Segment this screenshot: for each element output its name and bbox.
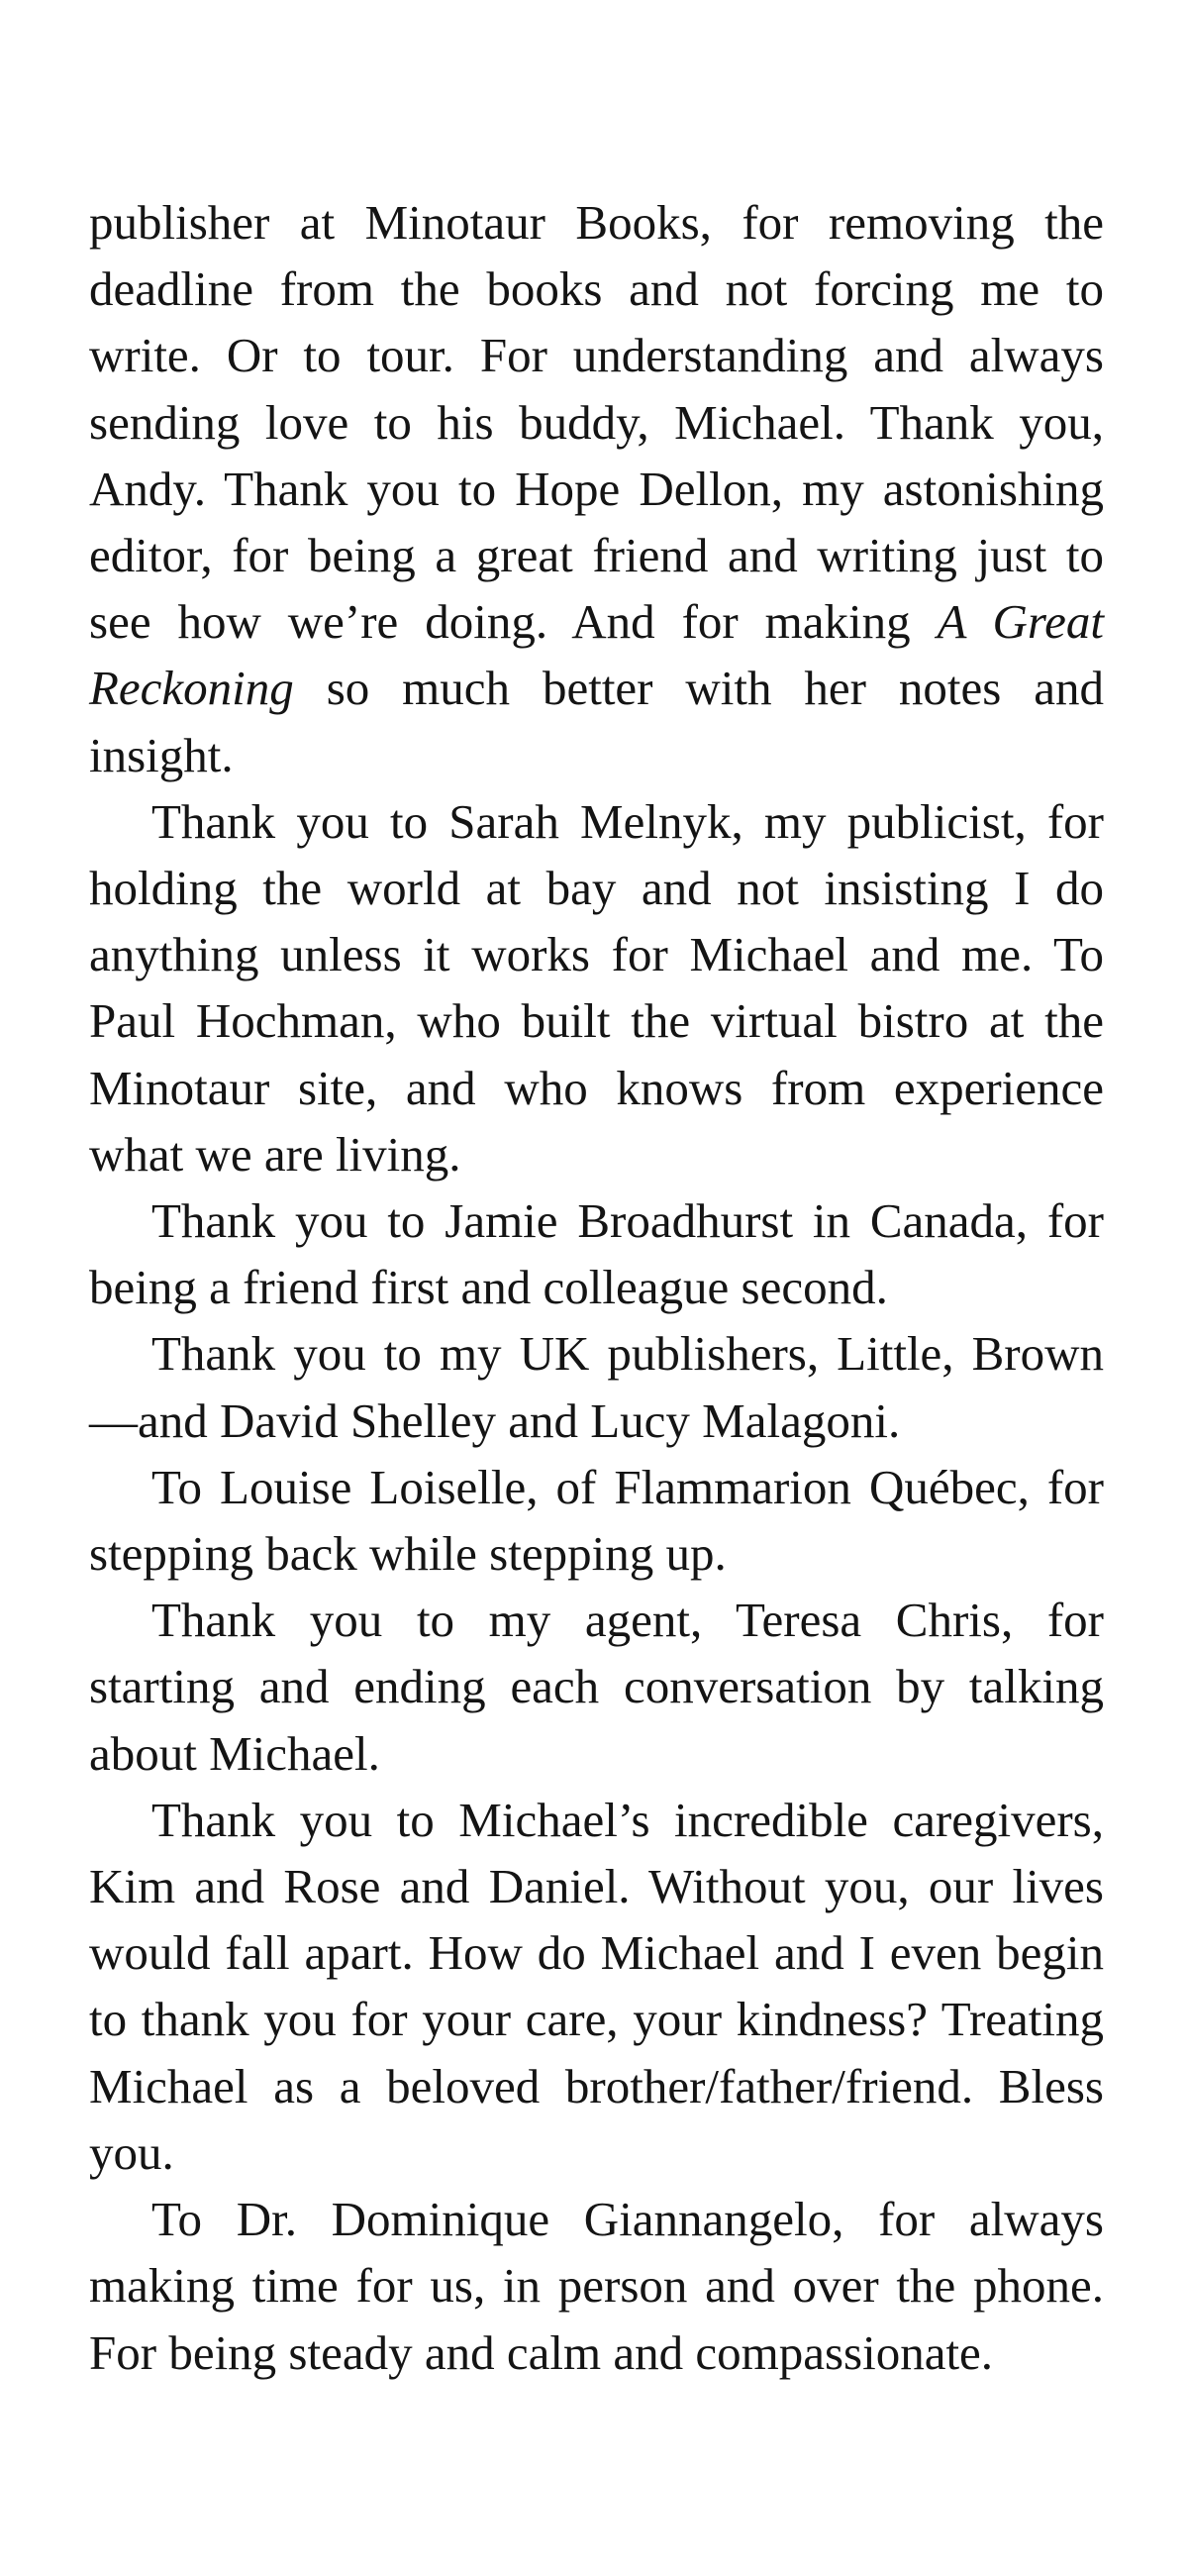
paragraph-text: Thank you to my agent, Teresa Chris, for starting and ending each conversation by talking about Michael. <box>89 1593 1104 1781</box>
paragraph-publisher-thanks <box>89 189 1104 788</box>
paragraph-text: Thank you to Sarah Melnyk, my publicist, for holding the world at bay and not insisting I do anything unless it works for Michael and me. To Paul Hochman, who built the virtual bistro at the Minotaur site, and who knows from experience what we are living. <box>89 793 1104 1182</box>
paragraph-doctor-thanks <box>89 2186 1104 2386</box>
paragraph-uk-publishers-thanks <box>89 1320 1104 1453</box>
book-text-column <box>89 189 1104 2386</box>
paragraph-canada-thanks <box>89 1187 1104 1320</box>
paragraph-text: so much better with her notes and insight. <box>89 661 1104 782</box>
paragraph-text: To Louise Loiselle, of Flammarion Québec, for stepping back while stepping up. <box>89 1459 1104 1582</box>
paragraph-text: Thank you to Michael’s incredible caregivers, Kim and Rose and Daniel. Without you, our lives would fall apart. How do Michael and I even begin to thank you for your care, your kindness? Treating Michael as a beloved brother/father/friend. Bless you. <box>89 1792 1104 2180</box>
paragraph-flammarion-thanks <box>89 1454 1104 1587</box>
paragraph-text: To Dr. Dominique Giannangelo, for always making time for us, in person and over the phone. For being steady and calm and compassionate. <box>89 2192 1104 2380</box>
paragraph-agent-thanks <box>89 1587 1104 1787</box>
paragraph-text: Thank you to Jamie Broadhurst in Canada, for being a friend first and colleague second. <box>89 1193 1104 1315</box>
book-title-italic: A Great Reckoning <box>89 594 1104 716</box>
paragraph-publicist-thanks <box>89 788 1104 1187</box>
paragraph-text: Thank you to my UK publishers, Little, Brown —and David Shelley and Lucy Malagoni. <box>89 1326 1104 1448</box>
paragraph-caregivers-thanks <box>89 1787 1104 2186</box>
paragraph-text: publisher at Minotaur Books, for removing the deadline from the books and not forcing me to write. Or to tour. For understanding and always sending love to his buddy, Michael. Thank you, Andy. Thank you to Hope Dellon, my astonishing editor, for being a great friend and writing just to see how we’re doing. And for making <box>89 195 1104 650</box>
